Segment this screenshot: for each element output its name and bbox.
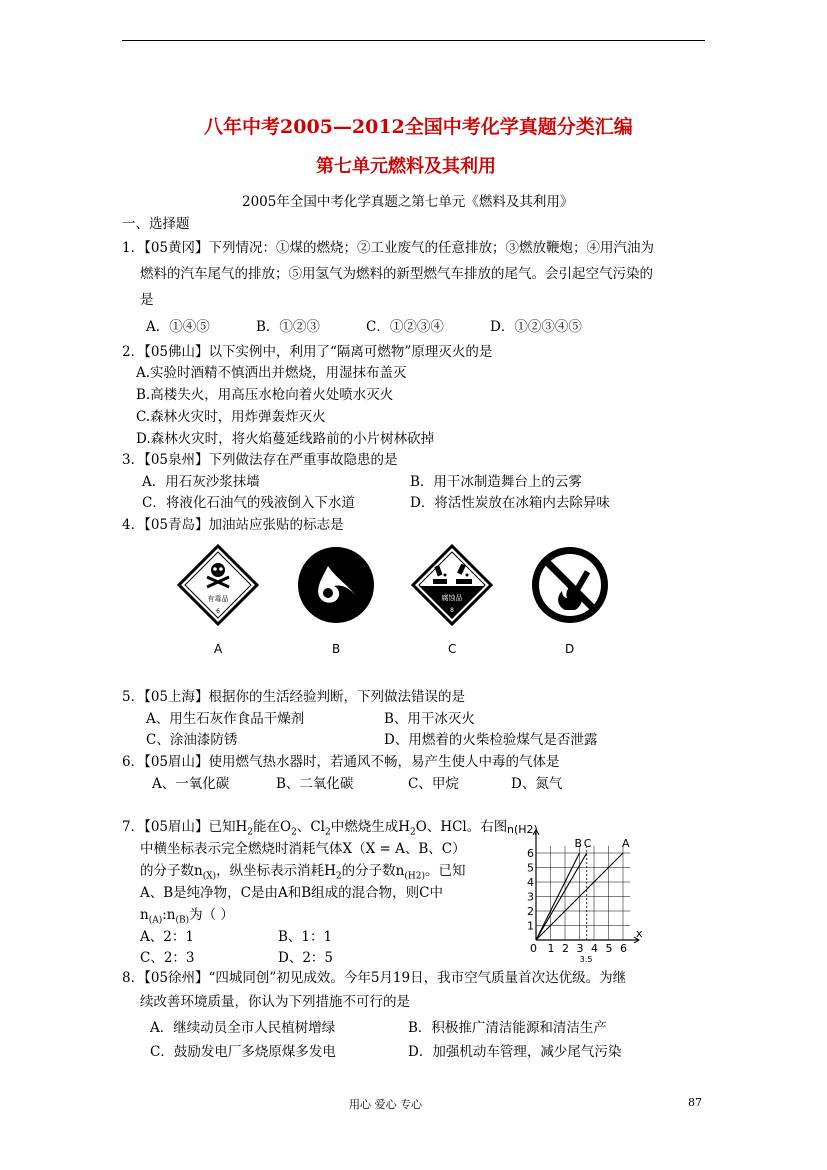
q1-option-d: D．①②③④⑤ [490,319,582,335]
page-number: 87 [688,1096,702,1109]
y-tick-label: 5 [527,861,534,875]
x-tick-label: 6 [620,942,627,955]
q7-text: O、HCl。右图 [415,819,508,835]
corrosive-sign-icon [411,544,493,626]
q5-stem: 5．【05上海】根据你的生活经验判断，下列做法错误的是 [122,689,466,705]
x-tick-label: 2 [562,942,569,955]
q3-option-c: C．将液化石油气的残液倒入下水道 [142,495,355,511]
q7-text: n [140,907,149,923]
sign-label-c: C [448,642,457,656]
q7-line3 [140,859,465,882]
x-tick-label: 4 [591,942,598,955]
q8-line2: 续改善环境质量，你认为下列措施不可行的是 [140,994,410,1010]
q7-text: 的分子数n [341,863,405,879]
series-label-b: B [574,837,583,851]
q6-option-d: D、氮气 [511,776,563,792]
y-tick-label: 4 [527,876,534,889]
q7-text: 的分子数n [140,863,203,879]
q3-option-a: A．用石灰沙浆抹墙 [142,474,260,490]
y-axis-label: n(H2) [507,822,538,836]
q1-line1: 1．【05黄冈】下列情况：①煤的燃烧；②工业废气的任意排放；③燃放鞭炮；④用汽油为 [122,240,655,256]
q3-stem: 3．【05泉州】下列做法存在严重事故隐患的是 [122,452,398,468]
subscript: (H2) [404,871,425,882]
x-tick-label: 1 [547,942,555,955]
y-tick-label: 1 [527,919,534,933]
q6-stem: 6．【05眉山】使用燃气热水器时，若通风不畅，易产生使人中毒的气体是 [122,754,560,770]
q2-option-c: C.森林火灾时，用炸弹轰炸灭火 [136,409,326,425]
q5-option-c: C、涂油漆防锈 [146,732,238,748]
subscript: 2 [247,827,254,838]
sign-a-text: 有毒品 [207,595,229,603]
subscript: 2 [335,871,342,882]
series-label-a: A [622,837,630,851]
q7-option-c: C、2：3 [140,950,195,966]
x-axis-label: x [635,927,643,940]
y-tick-label: 3 [527,890,534,904]
q2-option-a: A.实验时酒精不慎洒出并燃烧，用湿抹布盖灭 [136,365,407,381]
header-rule [122,40,705,41]
q7-text: 能在O [253,819,292,835]
sign-label-a: A [214,642,223,656]
q8-option-b: B．积极推广清洁能源和清洁生产 [408,1020,607,1036]
q7-text: 7．【05眉山】已知H [122,819,248,835]
series-label-c: C [583,837,592,851]
q8-line1: 8．【05徐州】“四城同创”初见成效。今年5月19日，我市空气质量首次达优级。为继 [122,970,627,986]
q2-stem: 2．【05佛山】以下实例中，利用了“隔离可燃物”原理灭火的是 [122,344,493,360]
q7-text: 。已知 [424,863,466,879]
q8-option-a: A．继续动员全市人民植树增绿 [150,1020,336,1036]
q3-option-b: B．用干冰制造舞台上的云雾 [410,474,582,490]
subscript: (B) [175,915,190,926]
q2-option-d: D.森林火灾时，将火焰蔓延线路前的小片树林砍掉 [136,431,435,447]
q7-text: :n [162,907,176,923]
q6-option-a: A、一氧化碳 [152,776,230,792]
q7-option-a: A、2：1 [140,929,194,945]
x-extra-label: 3.5 [579,955,593,964]
toxic-sign-icon [177,544,259,626]
x-tick-label: 3 [576,942,584,955]
footer-motto: 用心 爱心 专心 [349,1098,422,1111]
q7-text: 、Cl [296,819,325,835]
q8-option-c: C．鼓励发电厂多烧原煤多发电 [150,1044,336,1060]
q7-chart [494,820,644,970]
subscript: 2 [291,827,297,838]
sign-a-number: 6 [216,608,220,615]
x-tick-label: 5 [605,942,613,955]
part-label: 一、选择题 [122,216,190,232]
page-subtitle: 第七单元燃料及其利用 [316,156,496,177]
q4-stem: 4．【05青岛】加油站应张贴的标志是 [122,517,344,533]
q1-line2: 燃料的汽车尾气的排放；⑤用氢气为燃料的新型燃气车排放的尾气。会引起空气污染的 [140,266,653,282]
section-heading: 2005年全国中考化学真题之第七单元《燃料及其利用》 [242,194,574,210]
q5-option-a: A、用生石灰作食品干燥剂 [146,711,305,727]
q7-text: ，纵坐标表示消耗H [216,863,336,879]
q1-line3: 是 [140,292,154,308]
q6-option-b: B、二氧化碳 [276,776,354,792]
q2-option-b: B.高楼失火，用高压水枪向着火处喷水灭火 [136,387,394,403]
q5-option-b: B、用干冰灭火 [384,711,475,727]
q7-line4: A、B是纯净物，C是由A和B组成的混合物，则C中 [140,885,443,901]
sign-c-text: 腐蚀品 [441,594,463,602]
sign-label-b: B [332,642,341,656]
subscript: (X) [202,871,217,882]
q1-option-c: C．①②③④ [366,319,444,335]
subscript: 2 [325,827,331,838]
q3-option-d: D．将活性炭放在冰箱内去除异味 [410,495,610,511]
q5-option-d: D、用燃着的火柴检验煤气是否泄露 [384,732,598,748]
q7-text: 为（ ） [189,907,234,923]
q1-option-b: B．①②③ [256,319,320,335]
sign-label-d: D [565,642,575,656]
q7-option-b: B、1：1 [278,929,333,945]
subscript: 2 [410,827,416,838]
subscript: (A) [148,915,163,926]
q6-option-c: C、甲烷 [408,776,459,792]
q7-line2: 中横坐标表示完全燃烧时消耗气体X（X = A、B、C） [140,841,466,857]
no-fire-sign-icon [529,544,611,626]
q7-line1 [122,815,507,838]
x-tick-label: 0 [530,942,537,955]
page-title: 八年中考2005—2012全国中考化学真题分类汇编 [204,116,633,138]
q7-text: 中燃烧生成H [330,819,411,835]
q7-option-d: D、2：5 [278,950,334,966]
q1-option-a: A．①④⑤ [146,319,210,335]
q7-line5 [140,903,234,926]
q8-option-d: D．加强机动车管理，减少尾气污染 [408,1044,622,1060]
sign-c-number: 8 [450,607,454,614]
y-tick-label: 6 [527,847,534,860]
y-tick-label: 2 [527,905,534,918]
water-drop-sign-icon [295,544,377,626]
